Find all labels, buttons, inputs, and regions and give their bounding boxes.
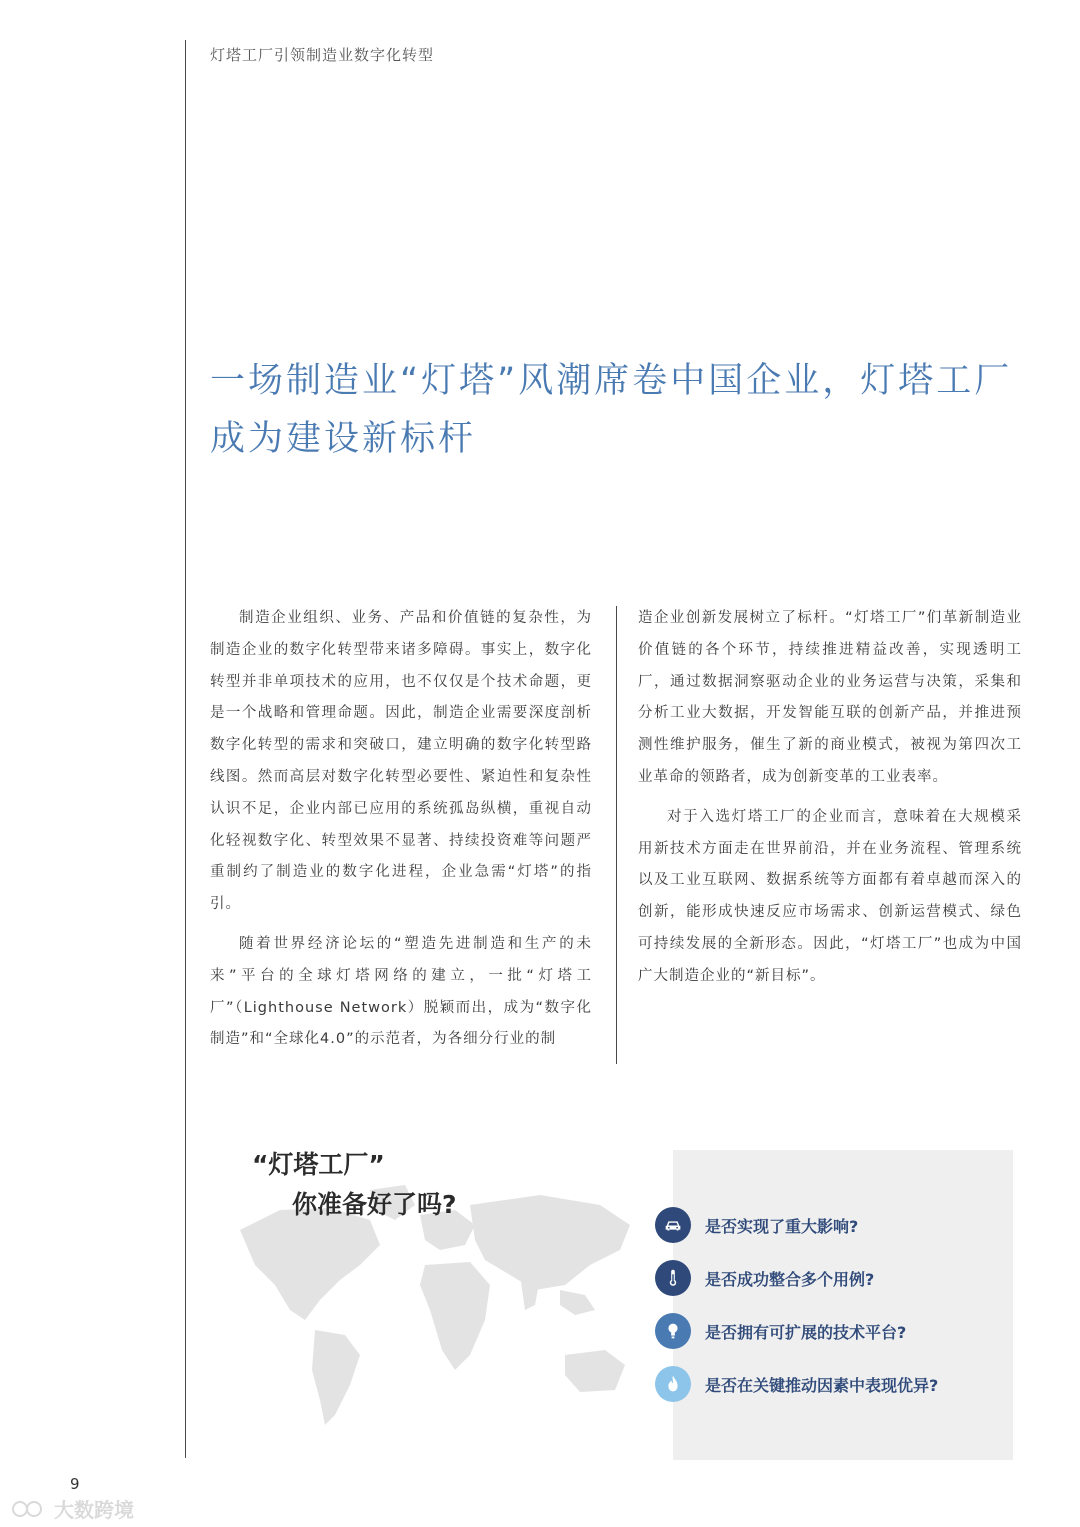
question-item <box>655 1365 938 1403</box>
infographic-title: “灯塔工厂” <box>252 1150 385 1179</box>
question-text: 是否成功整合多个用例? <box>705 1269 875 1289</box>
column-divider <box>616 606 617 1064</box>
running-header: 灯塔工厂引领制造业数字化转型 <box>210 46 435 64</box>
page-number: 9 <box>70 1475 80 1493</box>
body-paragraph: 随着世界经济论坛的“塑造先进制造和生产的未来”平台的全球灯塔网络的建立，一批“灯塔工厂”（Lighthouse Network）脱颖而出，成为“数字化制造”和“全球化4.0”的示范者，为各细分行业的制 <box>210 935 592 1048</box>
flame-icon <box>655 1366 691 1402</box>
body-column-left <box>210 603 592 1064</box>
body-paragraph: 造企业创新发展树立了标杆。“灯塔工厂”们革新制造业价值链的各个环节，持续推进精益改善，实现透明工厂，通过数据洞察驱动企业的业务运营与决策，采集和分析工业大数据，开发智能互联的创新产品，并推进预测性维护服务，催生了新的商业模式，被视为第四次工业革命的领路者，成为创新变革的工业表率。 <box>638 610 1022 785</box>
question-text: 是否实现了重大影响? <box>705 1216 859 1236</box>
body-paragraph: 对于入选灯塔工厂的企业而言，意味着在大规模采用新技术方面走在世界前沿，并在业务流程、管理系统以及工业互联网、数据系统等方面都有着卓越而深入的创新，能形成快速反应市场需求、创新运营模式、绿色可持续发展的全新形态。因此，“灯塔工厂”也成为中国广大制造企业的“新目标”。 <box>638 808 1022 984</box>
watermark <box>10 1494 134 1523</box>
thermometer-icon <box>655 1260 691 1296</box>
question-item <box>655 1259 874 1297</box>
body-column-right <box>638 603 1022 1001</box>
body-paragraph: 制造企业组织、业务、产品和价值链的复杂性，为制造企业的数字化转型带来诸多障碍。事实上，数字化转型并非单项技术的应用，也不仅仅是个技术命题，更是一个战略和管理命题。因此，制造企业需要深度剖析数字化转型的需求和突破口，建立明确的数字化转型路线图。然而高层对数字化转型必要性、紧迫性和复杂性认识不足，企业内部已应用的系统孤岛纵横，重视自动化轻视数字化、转型效果不显著、持续投资难等问题严重制约了制造业的数字化进程，企业急需“灯塔”的指引。 <box>210 610 592 913</box>
watermark-text: 大数跨境 <box>54 1498 134 1522</box>
question-text: 是否拥有可扩展的技术平台? <box>705 1322 907 1342</box>
question-text: 是否在关键推动因素中表现优异? <box>705 1375 939 1395</box>
watermark-logo-icon <box>10 1497 50 1521</box>
questions-panel <box>673 1150 1013 1460</box>
infographic-subtitle: 你准备好了吗? <box>292 1190 457 1219</box>
car-icon <box>655 1207 691 1243</box>
section-headline: 一场制造业“灯塔”风潮席卷中国企业，灯塔工厂成为建设新标杆 <box>210 361 1013 459</box>
lightbulb-icon <box>655 1313 691 1349</box>
question-item <box>655 1206 858 1244</box>
left-margin-rule <box>185 40 186 1458</box>
question-item <box>655 1312 906 1350</box>
